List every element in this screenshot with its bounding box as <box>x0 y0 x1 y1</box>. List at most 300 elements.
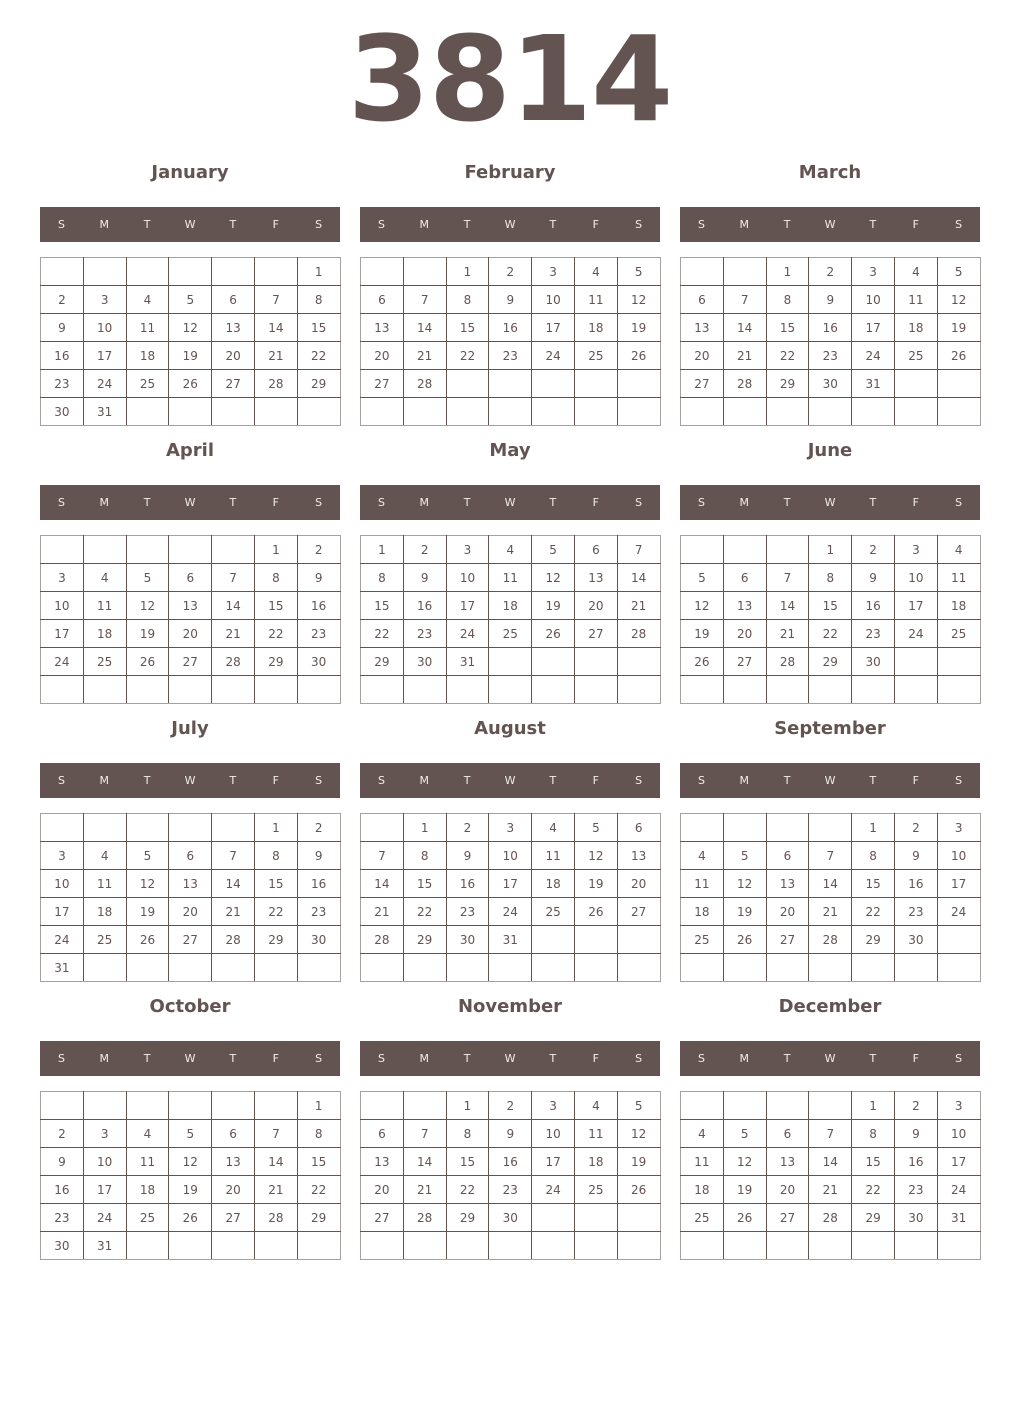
day-cell: 8 <box>361 564 404 592</box>
week-row <box>41 286 341 314</box>
day-cell: 9 <box>489 286 532 314</box>
week-row <box>41 1092 341 1120</box>
day-cell: 29 <box>254 648 297 676</box>
year-title: 3814 <box>347 10 673 148</box>
day-cell <box>403 1232 446 1260</box>
week-row <box>41 1176 341 1204</box>
weekday-label: T <box>783 218 791 231</box>
weekday-label: T <box>549 1052 557 1065</box>
day-cell: 10 <box>446 564 489 592</box>
day-cell: 23 <box>297 898 340 926</box>
day-cell <box>617 926 660 954</box>
day-grid <box>40 813 341 982</box>
day-cell: 11 <box>574 286 617 314</box>
month-title: October <box>149 996 231 1017</box>
weekday-label: S <box>377 774 385 787</box>
day-grid <box>360 535 661 704</box>
weekday-label: M <box>739 774 750 787</box>
day-cell: 11 <box>83 870 126 898</box>
day-cell: 13 <box>169 870 212 898</box>
day-cell: 18 <box>574 314 617 342</box>
day-cell <box>723 954 766 982</box>
day-cell: 3 <box>83 286 126 314</box>
month-title: August <box>474 718 546 739</box>
day-cell: 30 <box>297 648 340 676</box>
day-cell <box>723 1092 766 1120</box>
month-title: February <box>464 162 556 183</box>
week-row <box>681 648 981 676</box>
day-cell: 29 <box>446 1204 489 1232</box>
week-row <box>681 342 981 370</box>
day-cell <box>212 536 255 564</box>
weekday-label: M <box>99 774 110 787</box>
day-cell <box>489 370 532 398</box>
day-cell: 30 <box>894 926 937 954</box>
day-cell <box>169 676 212 704</box>
month-may <box>360 438 660 708</box>
day-cell: 16 <box>894 870 937 898</box>
day-cell <box>361 676 404 704</box>
day-cell <box>297 1232 340 1260</box>
day-cell <box>574 926 617 954</box>
day-cell <box>617 1232 660 1260</box>
day-cell: 4 <box>532 814 575 842</box>
day-cell: 12 <box>169 314 212 342</box>
day-cell: 7 <box>766 564 809 592</box>
day-cell: 18 <box>489 592 532 620</box>
day-cell: 14 <box>361 870 404 898</box>
weekday-label: M <box>99 496 110 509</box>
day-cell: 4 <box>489 536 532 564</box>
week-row <box>681 258 981 286</box>
day-cell: 5 <box>169 286 212 314</box>
day-cell <box>489 648 532 676</box>
day-cell: 5 <box>532 536 575 564</box>
day-grid <box>680 813 981 982</box>
day-cell: 17 <box>41 898 84 926</box>
week-row <box>681 1232 981 1260</box>
day-cell: 16 <box>489 1148 532 1176</box>
week-row <box>681 814 981 842</box>
weekday-label: T <box>229 1052 237 1065</box>
weekday-label: W <box>824 1052 836 1065</box>
day-cell: 1 <box>809 536 852 564</box>
month-october <box>40 994 340 1264</box>
day-cell <box>361 954 404 982</box>
month-title: March <box>798 162 862 183</box>
day-cell: 6 <box>361 286 404 314</box>
day-cell: 9 <box>894 842 937 870</box>
weekday-label: S <box>377 496 385 509</box>
day-cell: 9 <box>809 286 852 314</box>
day-cell: 16 <box>297 592 340 620</box>
day-cell: 28 <box>809 926 852 954</box>
day-cell <box>852 1232 895 1260</box>
day-grid <box>680 257 981 426</box>
day-cell: 18 <box>126 342 169 370</box>
day-cell <box>574 648 617 676</box>
day-cell <box>403 954 446 982</box>
month-december <box>680 994 980 1264</box>
day-cell: 17 <box>83 1176 126 1204</box>
day-cell: 3 <box>41 842 84 870</box>
week-row <box>361 258 661 286</box>
day-cell: 13 <box>212 1148 255 1176</box>
week-row <box>41 1204 341 1232</box>
day-cell: 26 <box>617 1176 660 1204</box>
day-cell: 29 <box>297 370 340 398</box>
day-cell <box>532 370 575 398</box>
weekday-label: F <box>592 496 599 509</box>
day-cell: 29 <box>361 648 404 676</box>
day-cell: 5 <box>126 842 169 870</box>
day-cell: 31 <box>83 398 126 426</box>
day-cell: 2 <box>297 536 340 564</box>
day-cell <box>681 954 724 982</box>
weekday-label: M <box>739 1052 750 1065</box>
day-cell: 5 <box>617 1092 660 1120</box>
day-cell <box>937 1232 980 1260</box>
day-cell: 26 <box>126 648 169 676</box>
day-cell: 3 <box>41 564 84 592</box>
weekday-label: F <box>592 774 599 787</box>
day-cell: 22 <box>446 1176 489 1204</box>
week-row <box>41 564 341 592</box>
day-cell: 14 <box>212 592 255 620</box>
day-cell: 7 <box>809 1120 852 1148</box>
day-cell <box>894 398 937 426</box>
weekday-label: W <box>504 496 516 509</box>
day-cell <box>403 398 446 426</box>
day-cell: 4 <box>126 1120 169 1148</box>
day-cell: 4 <box>126 286 169 314</box>
day-cell: 6 <box>361 1120 404 1148</box>
day-cell: 5 <box>937 258 980 286</box>
day-cell <box>126 954 169 982</box>
day-cell <box>894 648 937 676</box>
day-cell: 23 <box>41 1204 84 1232</box>
day-cell: 27 <box>574 620 617 648</box>
day-cell: 17 <box>532 1148 575 1176</box>
day-cell: 22 <box>254 898 297 926</box>
weekday-label: T <box>143 1052 151 1065</box>
weekday-label: W <box>184 218 196 231</box>
week-row <box>361 870 661 898</box>
day-cell: 16 <box>297 870 340 898</box>
day-cell: 7 <box>403 1120 446 1148</box>
day-cell <box>852 398 895 426</box>
week-row <box>41 314 341 342</box>
day-cell <box>126 1232 169 1260</box>
day-cell: 7 <box>254 286 297 314</box>
day-cell <box>41 258 84 286</box>
day-cell <box>254 1092 297 1120</box>
day-cell: 17 <box>41 620 84 648</box>
day-cell: 14 <box>617 564 660 592</box>
day-cell: 16 <box>41 342 84 370</box>
day-cell: 1 <box>403 814 446 842</box>
day-cell: 3 <box>937 814 980 842</box>
day-cell: 3 <box>532 1092 575 1120</box>
day-cell: 27 <box>681 370 724 398</box>
day-cell: 21 <box>809 898 852 926</box>
month-august <box>360 716 660 986</box>
weekday-label: M <box>739 218 750 231</box>
day-cell: 15 <box>403 870 446 898</box>
day-grid <box>40 535 341 704</box>
day-cell: 31 <box>446 648 489 676</box>
day-cell <box>83 676 126 704</box>
day-cell: 23 <box>852 620 895 648</box>
day-cell: 2 <box>41 286 84 314</box>
day-cell <box>809 398 852 426</box>
day-cell <box>212 1232 255 1260</box>
day-cell: 16 <box>852 592 895 620</box>
day-cell: 3 <box>489 814 532 842</box>
day-cell: 7 <box>403 286 446 314</box>
day-cell <box>254 954 297 982</box>
day-cell: 3 <box>532 258 575 286</box>
weekday-label: T <box>869 774 877 787</box>
day-cell: 30 <box>297 926 340 954</box>
day-cell <box>532 1204 575 1232</box>
day-cell: 10 <box>41 870 84 898</box>
day-cell: 21 <box>766 620 809 648</box>
week-row <box>361 620 661 648</box>
day-cell <box>723 536 766 564</box>
day-cell <box>446 370 489 398</box>
weekday-header-bar <box>360 207 660 242</box>
day-cell: 28 <box>617 620 660 648</box>
day-cell <box>297 398 340 426</box>
week-row <box>361 1232 661 1260</box>
weekday-label: T <box>549 496 557 509</box>
week-row <box>41 398 341 426</box>
day-cell: 7 <box>361 842 404 870</box>
day-cell <box>169 398 212 426</box>
day-cell: 12 <box>532 564 575 592</box>
month-title: September <box>774 718 886 739</box>
week-row <box>361 342 661 370</box>
day-cell <box>169 954 212 982</box>
month-november <box>360 994 660 1264</box>
day-cell: 21 <box>361 898 404 926</box>
day-cell <box>617 676 660 704</box>
weekday-label: T <box>549 218 557 231</box>
day-cell: 16 <box>403 592 446 620</box>
day-cell: 1 <box>297 1092 340 1120</box>
day-cell: 29 <box>297 1204 340 1232</box>
day-cell <box>254 676 297 704</box>
week-row <box>361 842 661 870</box>
day-cell <box>446 954 489 982</box>
day-cell: 27 <box>169 648 212 676</box>
day-cell: 10 <box>852 286 895 314</box>
weekday-label: W <box>184 774 196 787</box>
day-cell <box>41 814 84 842</box>
day-cell: 25 <box>83 926 126 954</box>
day-grid <box>360 257 661 426</box>
day-cell: 19 <box>723 898 766 926</box>
weekday-label: S <box>57 1052 65 1065</box>
day-cell: 2 <box>809 258 852 286</box>
day-cell: 26 <box>169 370 212 398</box>
weekday-label: W <box>184 1052 196 1065</box>
day-cell: 14 <box>723 314 766 342</box>
day-cell: 22 <box>297 342 340 370</box>
day-cell: 15 <box>297 314 340 342</box>
day-cell: 8 <box>809 564 852 592</box>
day-cell: 5 <box>617 258 660 286</box>
weekday-label: T <box>229 496 237 509</box>
day-cell: 12 <box>574 842 617 870</box>
week-row <box>681 536 981 564</box>
day-cell <box>937 648 980 676</box>
day-cell <box>83 1092 126 1120</box>
day-cell: 4 <box>894 258 937 286</box>
day-cell <box>83 814 126 842</box>
day-cell <box>937 926 980 954</box>
month-january <box>40 160 340 430</box>
week-row <box>41 1232 341 1260</box>
day-cell: 27 <box>361 1204 404 1232</box>
weekday-label: S <box>635 774 643 787</box>
weekday-label: M <box>419 218 430 231</box>
day-cell: 12 <box>617 1120 660 1148</box>
day-cell <box>489 1232 532 1260</box>
week-row <box>41 258 341 286</box>
day-cell <box>937 676 980 704</box>
day-cell: 28 <box>809 1204 852 1232</box>
weekday-label: T <box>549 774 557 787</box>
day-cell: 28 <box>212 648 255 676</box>
day-cell: 3 <box>937 1092 980 1120</box>
day-cell: 15 <box>446 1148 489 1176</box>
day-cell: 28 <box>403 370 446 398</box>
day-cell <box>723 398 766 426</box>
day-cell: 8 <box>766 286 809 314</box>
day-cell <box>403 1092 446 1120</box>
day-cell: 9 <box>446 842 489 870</box>
weekday-label: T <box>783 1052 791 1065</box>
day-cell <box>297 676 340 704</box>
day-cell <box>212 258 255 286</box>
day-cell: 24 <box>489 898 532 926</box>
day-cell <box>766 954 809 982</box>
weekday-label: M <box>739 496 750 509</box>
weekday-header-bar <box>360 1041 660 1076</box>
day-cell: 16 <box>41 1176 84 1204</box>
day-cell: 8 <box>254 842 297 870</box>
day-cell: 24 <box>532 1176 575 1204</box>
day-cell: 9 <box>403 564 446 592</box>
week-row <box>361 536 661 564</box>
day-cell: 14 <box>403 314 446 342</box>
day-cell <box>723 676 766 704</box>
day-cell: 16 <box>489 314 532 342</box>
week-row <box>681 398 981 426</box>
day-cell <box>41 1092 84 1120</box>
day-cell: 21 <box>254 1176 297 1204</box>
day-cell: 31 <box>83 1232 126 1260</box>
day-cell: 9 <box>41 314 84 342</box>
week-row <box>681 1204 981 1232</box>
weekday-header-bar <box>40 207 340 242</box>
day-cell <box>361 258 404 286</box>
day-cell: 24 <box>83 1204 126 1232</box>
week-row <box>41 954 341 982</box>
day-cell: 31 <box>937 1204 980 1232</box>
day-cell: 24 <box>937 898 980 926</box>
day-cell <box>766 398 809 426</box>
day-cell: 2 <box>41 1120 84 1148</box>
day-cell: 3 <box>852 258 895 286</box>
weekday-header-bar <box>360 485 660 520</box>
day-cell: 17 <box>446 592 489 620</box>
day-cell <box>617 648 660 676</box>
day-grid <box>40 1091 341 1260</box>
day-cell: 25 <box>574 1176 617 1204</box>
weekday-label: F <box>912 218 919 231</box>
day-cell: 11 <box>489 564 532 592</box>
weekday-label: S <box>697 496 705 509</box>
weekday-label: F <box>592 218 599 231</box>
day-cell: 20 <box>169 898 212 926</box>
day-cell: 13 <box>212 314 255 342</box>
weekday-label: S <box>377 218 385 231</box>
week-row <box>361 286 661 314</box>
day-cell: 14 <box>403 1148 446 1176</box>
day-cell: 22 <box>809 620 852 648</box>
weekday-label: S <box>955 496 963 509</box>
day-cell: 6 <box>766 842 809 870</box>
day-cell: 1 <box>852 1092 895 1120</box>
day-cell <box>723 1232 766 1260</box>
day-cell: 8 <box>297 1120 340 1148</box>
weekday-header-bar <box>40 485 340 520</box>
week-row <box>681 676 981 704</box>
day-grid <box>680 1091 981 1260</box>
day-cell: 21 <box>617 592 660 620</box>
day-cell <box>169 814 212 842</box>
day-cell: 27 <box>361 370 404 398</box>
day-cell: 6 <box>681 286 724 314</box>
day-cell: 23 <box>403 620 446 648</box>
day-cell: 21 <box>212 620 255 648</box>
day-cell: 13 <box>681 314 724 342</box>
day-cell: 14 <box>809 870 852 898</box>
weekday-label: S <box>315 774 323 787</box>
weekday-label: S <box>57 774 65 787</box>
day-cell: 12 <box>937 286 980 314</box>
day-cell: 30 <box>852 648 895 676</box>
day-cell <box>254 398 297 426</box>
weekday-label: M <box>419 1052 430 1065</box>
day-cell: 19 <box>126 620 169 648</box>
week-row <box>361 1176 661 1204</box>
weekday-label: T <box>229 218 237 231</box>
day-cell: 26 <box>681 648 724 676</box>
week-row <box>41 842 341 870</box>
day-cell: 8 <box>852 842 895 870</box>
day-cell: 22 <box>852 1176 895 1204</box>
day-cell <box>532 398 575 426</box>
day-cell: 23 <box>489 1176 532 1204</box>
weekday-label: S <box>955 218 963 231</box>
week-row <box>41 1148 341 1176</box>
day-cell: 29 <box>809 648 852 676</box>
day-cell: 17 <box>894 592 937 620</box>
